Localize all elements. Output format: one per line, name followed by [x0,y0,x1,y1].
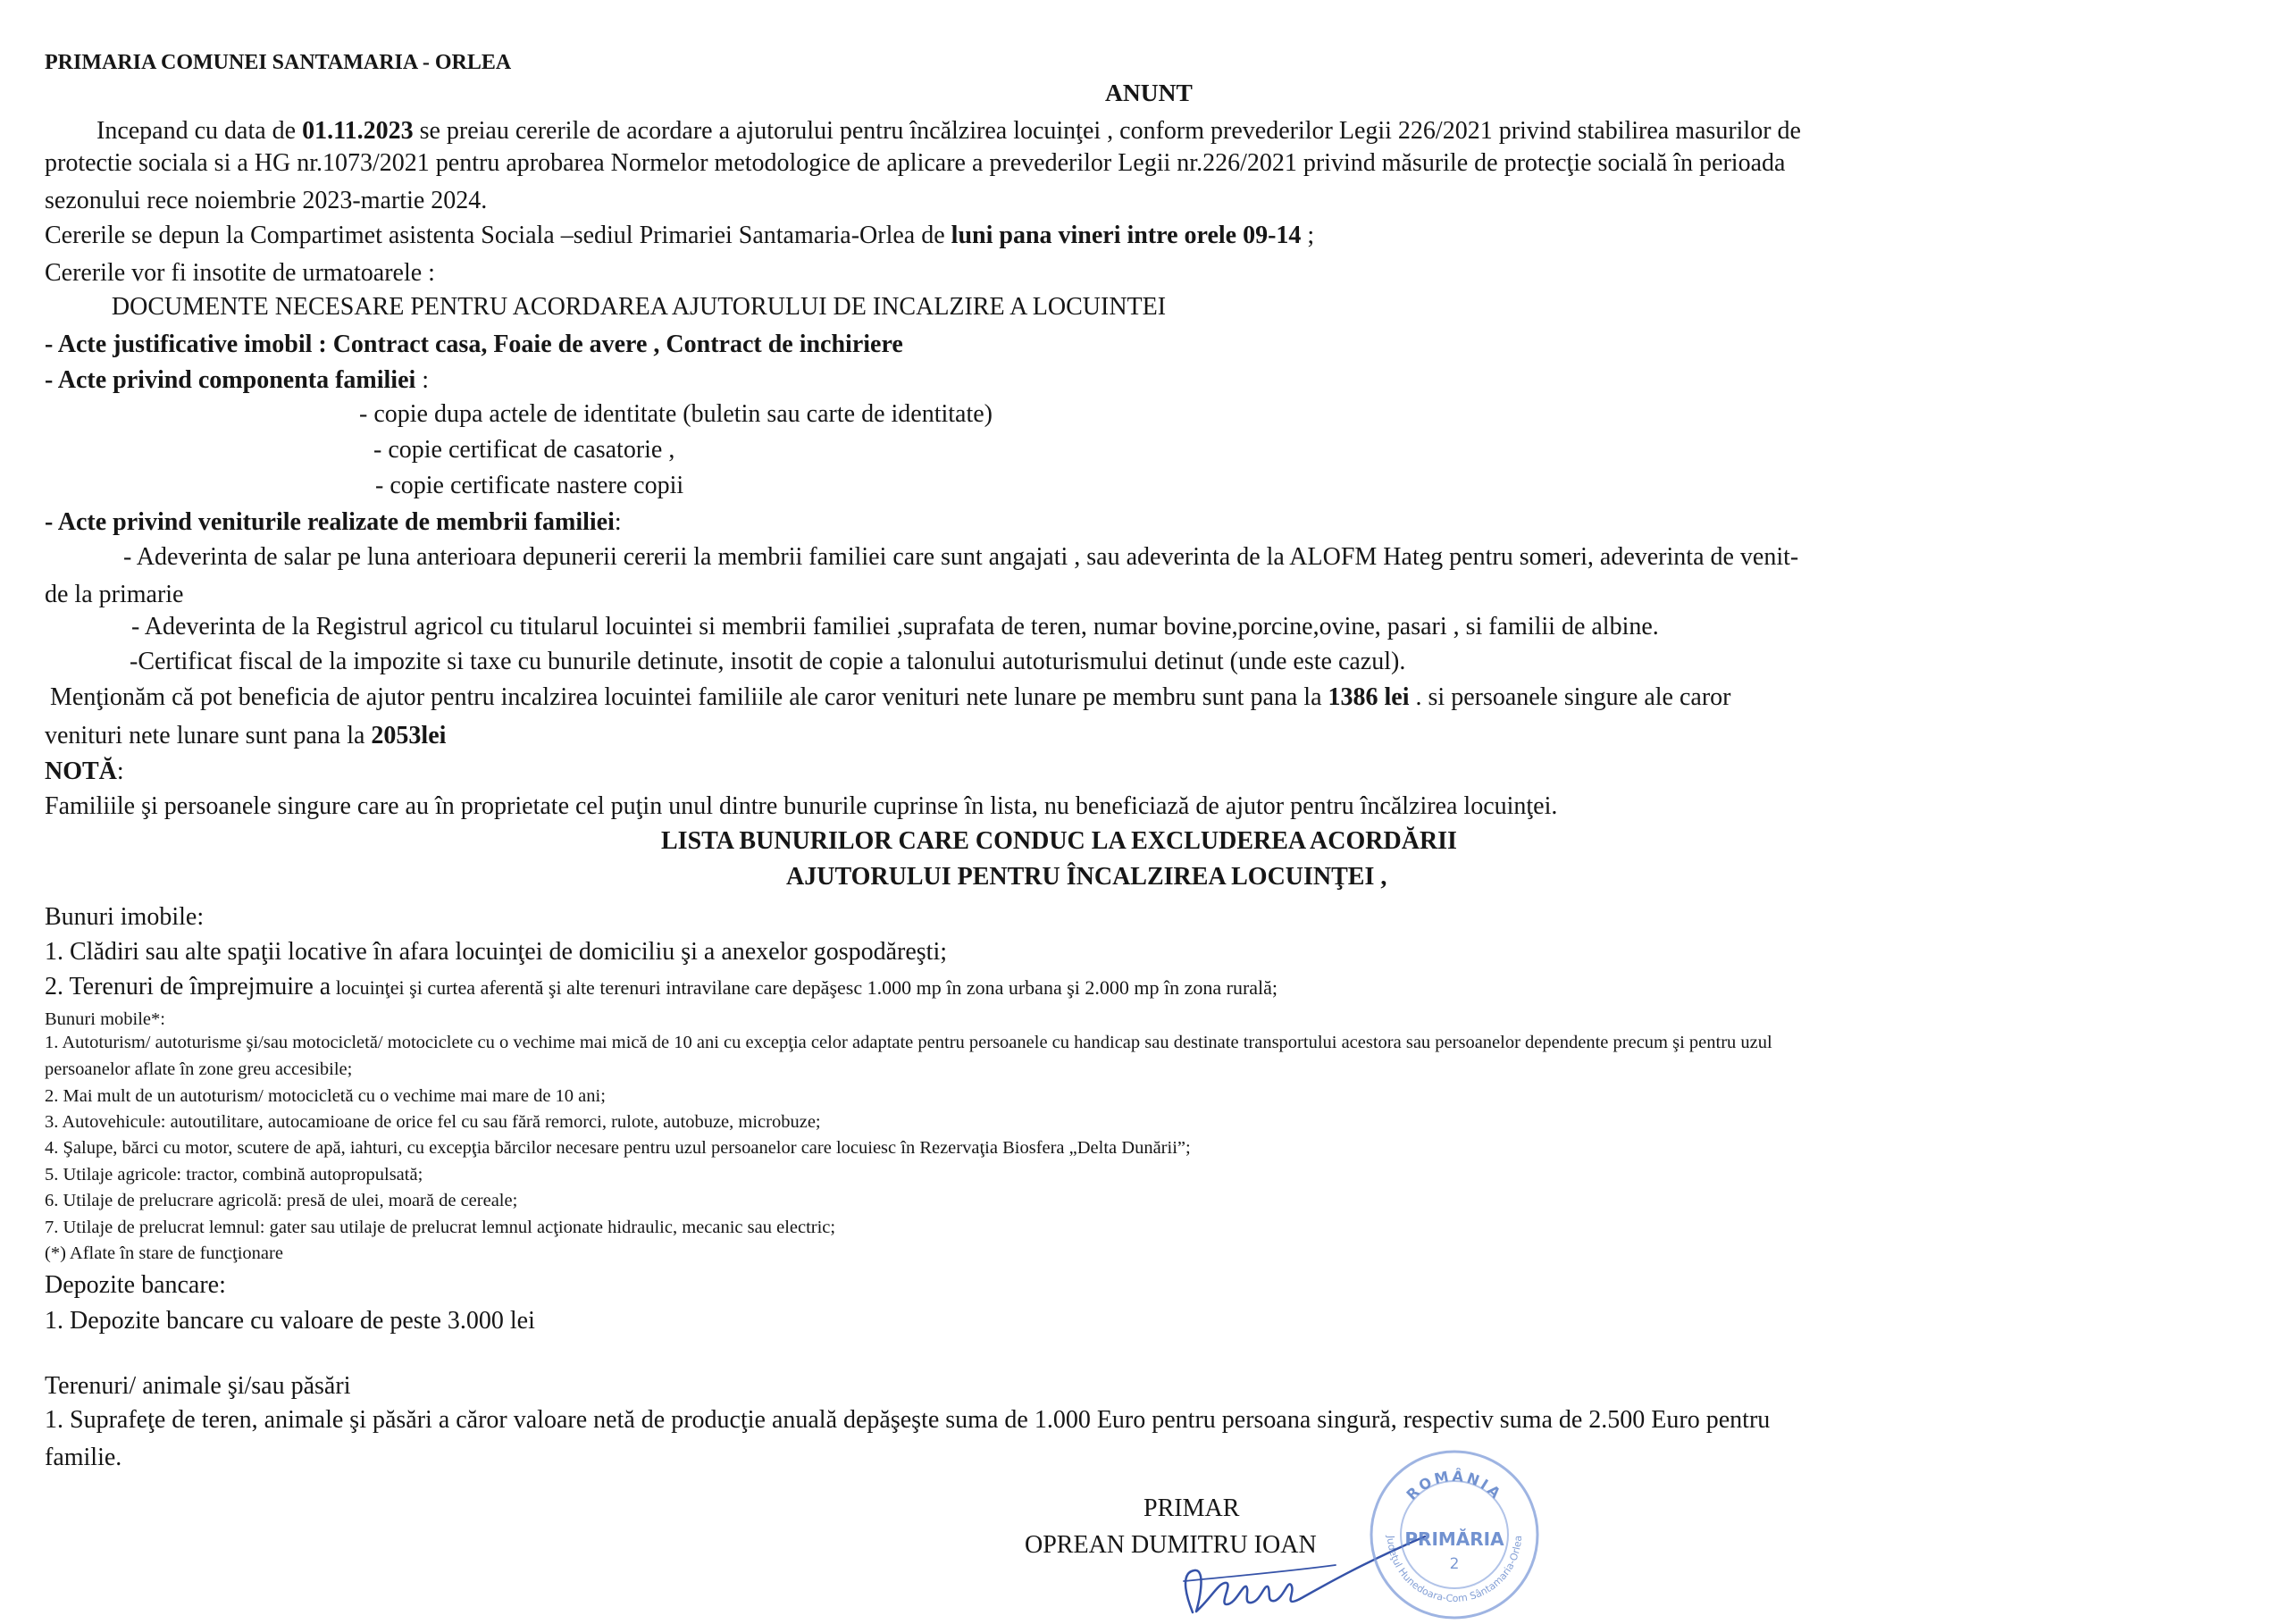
family-income-limit: 1386 lei [1328,683,1410,711]
imobile-item-1: 1. Clădiri sau alte spaţii locative în afara locuinţei de domiciliu şi a anexelor gospodăreşti; [45,938,948,966]
documents-heading: DOCUMENTE NECESARE PENTRU ACORDAREA AJUTORULUI DE INCALZIRE A LOCUINTEI [111,293,1167,321]
venit-item-1: - Adeverinta de salar pe luna anterioara depunerii cererii la membrii familiei care sunt angajati , sau adeverinta de la ALOFM Hateg pentru someri, adeverinta de venit- [123,543,1799,571]
documents-venituri: - Acte privind veniturile realizate de membrii familiei: [45,508,622,536]
official-stamp [1365,1445,1544,1624]
mobile-item-1: 1. Autoturism/ autoturisme şi/sau motocicletă/ motociclete cu o vechime mai mică de 10 ani cu excepţia celor adaptate pentru persoanele cu handicap sau destinate transportului acestora sau persoanelor dependente precum şi pentru uzul [45,1033,1772,1052]
venit-item-1-cont: de la primarie [45,581,184,608]
intro-line-1: Incepand cu data de 01.11.2023 se preiau cererile de acordare a ajutorului pentru încălzirea locuinţei , conform prevederilor Legii 226/2021 privind stabilirea masurilor de [96,117,1801,145]
imobile-item-2: 2. Terenuri de împrejmuire a locuinţei şi curtea aferentă şi alte terenuri intravilane care depăşesc 1.000 mp în zona urbana şi 2.000 mp în zona rurală; [45,973,1278,1000]
intro-line-3: sezonului rece noiembrie 2023-martie 2024. [45,187,488,214]
mobile-item-4: 4. Şalupe, bărci cu motor, scutere de apă, iahturi, cu excepţia bărcilor necesare pentru uzul persoanelor care locuiesc în Rezervaţia Biosfera „Delta Dunării”; [45,1138,1191,1158]
depozite-heading: Depozite bancare: [45,1271,226,1299]
intro-line-5: Cererile vor fi insotite de urmatoarele : [45,259,435,287]
svg-text:ROMÂNIA: ROMÂNIA [1403,1467,1506,1503]
documents-familie: - Acte privind componenta familiei : [45,366,430,394]
mobile-footnote: (*) Aflate în stare de funcţionare [45,1243,283,1263]
single-income-limit: 2053lei [371,722,447,749]
page-title: ANUNT [1105,79,1193,106]
mobile-heading: Bunuri mobile*: [45,1009,165,1029]
familie-item-2: - copie certificat de casatorie , [373,436,675,464]
note-text: Familiile şi persoanele singure care au în proprietate cel puţin unul dintre bunurile cuprinse în lista, nu beneficiază de ajutor pentru încălzirea locuinţei. [45,792,1558,820]
familie-item-3: - copie certificate nastere copii [375,472,684,499]
terenuri-heading: Terenuri/ animale şi/sau păsări [45,1372,351,1400]
benefit-line-2: venituri nete lunare sunt pana la 2053lei [45,722,447,749]
mobile-item-6: 6. Utilaje de prelucrare agricolă: presă de ulei, moară de cereale; [45,1191,518,1210]
mobile-item-1-cont: persoanelor aflate în zone greu accesibile; [45,1059,353,1079]
familie-item-1: - copie dupa actele de identitate (buletin sau carte de identitate) [359,400,993,428]
svg-text:PRIMĂRIA: PRIMĂRIA [1404,1528,1504,1550]
svg-text:Judeţul Hunedoara-Com Sântamar: Judeţul Hunedoara-Com Sântamaria-Orlea [1384,1535,1525,1605]
note-label: NOTĂ: [45,758,124,785]
terenuri-item-1: 1. Suprafeţe de teren, animale şi păsări a căror valoare netă de producţie anuală depăşeşte suma de 1.000 Euro pentru persoana singură, respectiv suma de 2.500 Euro pentru [45,1406,1771,1434]
office-schedule: luni pana vineri intre orele 09-14 [951,222,1302,249]
documents-imobil: - Acte justificative imobil : Contract casa, Foaie de avere , Contract de inchiriere [45,331,903,358]
exclusion-title-1: LISTA BUNURILOR CARE CONDUC LA EXCLUDEREA ACORDĂRII [661,827,1457,855]
svg-text:2: 2 [1449,1555,1460,1573]
start-date: 01.11.2023 [302,117,414,145]
imobile-heading: Bunuri imobile: [45,903,205,931]
mobile-item-3: 3. Autovehicule: autoutilitare, autocamioane de orice fel cu sau fără remorci, rulote, autobuze, microbuze; [45,1112,821,1132]
benefit-line-1: Menţionăm că pot beneficia de ajutor pentru incalzirea locuintei familiile ale caror venituri nete lunare pe membru sunt pana la 1386 lei . si persoanele singure ale caror [50,683,1731,711]
depozite-item-1: 1. Depozite bancare cu valoare de peste 3.000 lei [45,1307,535,1335]
mobile-item-5: 5. Utilaje agricole: tractor, combină autopropulsată; [45,1165,423,1185]
exclusion-title-2: AJUTORULUI PENTRU ÎNCALZIREA LOCUINŢEI , [786,863,1387,891]
intro-line-2: protectie sociala si a HG nr.1073/2021 pentru aprobarea Normelor metodologice de aplicare a prevederilor Legii nr.226/2021 privind măsurile de protecţie socială în perioada [45,149,1786,177]
venit-item-3: -Certificat fiscal de la impozite si taxe cu bunurile detinute, insotit de copie a talonului autoturismului detinut (unde este cazul). [130,648,1406,675]
mobile-item-7: 7. Utilaje de prelucrat lemnul: gater sau utilaje de prelucrat lemnul acţionate hidraulic, mecanic sau electric; [45,1218,836,1237]
institution-name: PRIMARIA COMUNEI SANTAMARIA - ORLEA [45,51,512,74]
signatory-role: PRIMAR [1144,1494,1240,1522]
terenuri-item-1-cont: familie. [45,1444,122,1471]
venit-item-2: - Adeverinta de la Registrul agricol cu titularul locuintei si membrii familiei ,suprafata de teren, numar bovine,porcine,ovine, pasari , si familii de albine. [131,613,1659,640]
mobile-item-2: 2. Mai mult de un autoturism/ motocicletă cu o vechime mai mare de 10 ani; [45,1086,606,1106]
signatory-name: OPREAN DUMITRU IOAN [1025,1531,1317,1559]
intro-line-4: Cererile se depun la Compartimet asistenta Sociala –sediul Primariei Santamaria-Orlea de luni pana vineri intre orele 09-14 ; [45,222,1315,249]
